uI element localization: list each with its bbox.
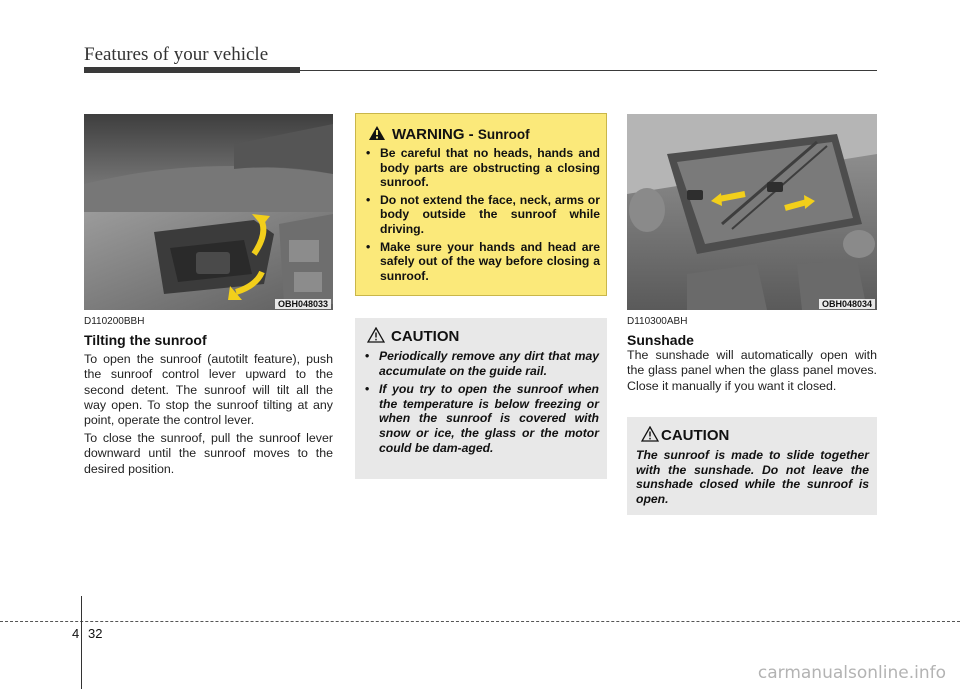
warning-item [366,240,600,284]
caution-title: CAUTION [661,427,730,444]
body-paragraph: To open the sunroof (autotilt feature), push the sunroof control lever upward to the second detent. The sunroof will tilt all the way open. To stop the sunroof tilting at any point, operate the control lever. [84,352,333,428]
bullet: • [366,146,371,160]
header-rule [300,70,877,71]
chapter-number: 4 [72,626,80,641]
section-heading: Tilting the sunroof [84,332,207,348]
footer-vertical-rule [81,596,82,689]
caution-triangle-icon [641,426,659,442]
warning-title [392,126,530,143]
page-number: 32 [88,626,103,641]
bullet: • [366,239,371,254]
caution-triangle-icon [367,327,385,343]
caution-box [627,417,877,515]
caution-list [365,349,599,459]
bullet: • [366,192,371,207]
section-heading: Sunshade [627,332,694,348]
section-code: D110200BBH [84,316,145,327]
warning-item-text: Do not extend the face, neck, arms or body outside the sunroof while driving. [380,192,600,236]
section-code: D110300ABH [627,316,688,327]
warning-title-text: WARNING - [392,126,478,143]
sunroof-lever-illustration [84,114,333,310]
warning-box [355,113,607,296]
caution-box [355,318,607,479]
watermark-text: carmanualsonline.info [757,663,946,683]
photo-code-label: OBH048033 [275,299,331,309]
body-paragraph: The sunshade will automatically open with the glass panel when the glass panel moves. Close it manually if you want it closed. [627,348,877,393]
warning-item-text: Make sure your hands and head are safely out of the way before closing a sunroof. [380,239,600,283]
caution-item-text: Periodically remove any dirt that may accumulate on the guide rail. [379,349,599,378]
caution-item-text: If you try to open the sunroof when the temperature is below freezing or when the sunroof is covered with snow or ice, the glass or the motor could be dam-aged. [379,382,599,455]
warning-subtitle: Sunroof [477,127,530,142]
warning-list [366,146,600,286]
warning-item [366,146,600,190]
bullet: • [365,382,370,397]
page-header-title: Features of your vehicle [84,44,269,65]
sunroof-lever-photo [84,114,333,310]
body-paragraph: To close the sunroof, pull the sunroof lever downward until the sunroof moves to the desired position. [84,431,333,476]
header-bar [84,67,300,73]
bullet: • [365,349,370,363]
caution-item [365,382,599,455]
caution-title: CAUTION [391,328,460,345]
sunshade-illustration [627,114,877,310]
footer-dashed-rule [0,621,960,622]
warning-triangle-icon [368,125,386,141]
sunshade-photo [627,114,877,310]
photo-code-label: OBH048034 [819,299,875,309]
caution-text: The sunroof is made to slide together with the sunshade. Do not leave the sunshade closed while the sunroof is open. [636,448,869,506]
caution-item [365,349,599,378]
warning-item [366,193,600,237]
warning-item-text: Be careful that no heads, hands and body parts are obstructing a closing sunroof. [380,146,600,190]
